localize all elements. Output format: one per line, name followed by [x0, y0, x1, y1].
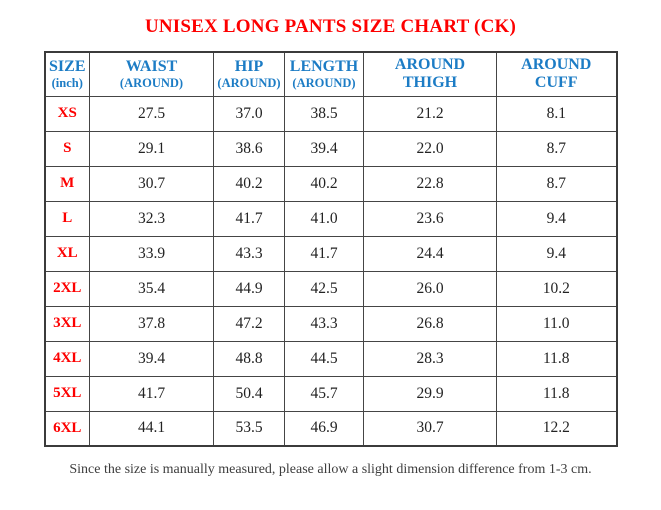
- value-cell: 37.0: [214, 96, 285, 131]
- value-cell: 8.1: [497, 96, 617, 131]
- value-cell: 30.7: [364, 411, 497, 446]
- value-cell: 39.4: [285, 131, 364, 166]
- header-cuff-line1: AROUND: [521, 55, 592, 73]
- table-header: [45, 52, 617, 96]
- value-cell: 27.5: [90, 96, 214, 131]
- value-cell: 50.4: [214, 376, 285, 411]
- value-cell: 53.5: [214, 411, 285, 446]
- column-header-around-thigh: [364, 52, 497, 96]
- value-cell: 38.5: [285, 96, 364, 131]
- header-hip-sub: (AROUND): [217, 75, 281, 90]
- value-cell: 9.4: [497, 236, 617, 271]
- value-cell: 44.1: [90, 411, 214, 446]
- header-thigh-line2: THIGH: [402, 74, 458, 92]
- value-cell: 37.8: [90, 306, 214, 341]
- size-label: 3XL: [45, 306, 90, 341]
- size-label: XL: [45, 236, 90, 271]
- value-cell: 32.3: [90, 201, 214, 236]
- page-title: UNISEX LONG PANTS SIZE CHART (CK): [144, 16, 517, 37]
- value-cell: 42.5: [285, 271, 364, 306]
- value-cell: 43.3: [214, 236, 285, 271]
- value-cell: 11.8: [497, 341, 617, 376]
- value-cell: 26.8: [364, 306, 497, 341]
- size-table-body: [45, 96, 617, 446]
- value-cell: 39.4: [90, 341, 214, 376]
- header-size-label: SIZE: [49, 57, 86, 75]
- value-cell: 26.0: [364, 271, 497, 306]
- table-row: [45, 96, 617, 131]
- value-cell: 22.8: [364, 166, 497, 201]
- value-cell: 22.0: [364, 131, 497, 166]
- column-header-size: [45, 52, 90, 96]
- table-row: [45, 201, 617, 236]
- value-cell: 21.2: [364, 96, 497, 131]
- value-cell: 8.7: [497, 166, 617, 201]
- table-row: [45, 271, 617, 306]
- measurement-note: Since the size is manually measured, please allow a slight dimension difference from 1-3 cm.: [69, 462, 592, 477]
- value-cell: 11.8: [497, 376, 617, 411]
- table-row: [45, 306, 617, 341]
- size-chart-table: [44, 51, 618, 447]
- size-label: S: [45, 131, 90, 166]
- header-length-label: LENGTH: [289, 57, 359, 75]
- value-cell: 28.3: [364, 341, 497, 376]
- header-hip-label: HIP: [234, 57, 264, 75]
- size-label: 4XL: [45, 341, 90, 376]
- value-cell: 11.0: [497, 306, 617, 341]
- value-cell: 10.2: [497, 271, 617, 306]
- header-thigh-line1: AROUND: [394, 55, 466, 73]
- table-row: [45, 341, 617, 376]
- header-waist-sub: (AROUND): [119, 75, 184, 90]
- value-cell: 44.9: [214, 271, 285, 306]
- value-cell: 43.3: [285, 306, 364, 341]
- table-row: [45, 236, 617, 271]
- size-label: 5XL: [45, 376, 90, 411]
- value-cell: 41.7: [214, 201, 285, 236]
- value-cell: 29.1: [90, 131, 214, 166]
- value-cell: 47.2: [214, 306, 285, 341]
- table-row: [45, 166, 617, 201]
- value-cell: 41.0: [285, 201, 364, 236]
- value-cell: 48.8: [214, 341, 285, 376]
- value-cell: 33.9: [90, 236, 214, 271]
- value-cell: 38.6: [214, 131, 285, 166]
- value-cell: 30.7: [90, 166, 214, 201]
- header-size-unit: (inch): [51, 75, 83, 90]
- value-cell: 35.4: [90, 271, 214, 306]
- column-header-around-cuff: [497, 52, 617, 96]
- value-cell: 29.9: [364, 376, 497, 411]
- value-cell: 9.4: [497, 201, 617, 236]
- header-cuff-line2: CUFF: [534, 74, 578, 92]
- column-header-waist: [90, 52, 214, 96]
- value-cell: 41.7: [285, 236, 364, 271]
- size-label: L: [45, 201, 90, 236]
- table-row: [45, 411, 617, 446]
- value-cell: 24.4: [364, 236, 497, 271]
- value-cell: 44.5: [285, 341, 364, 376]
- value-cell: 45.7: [285, 376, 364, 411]
- value-cell: 8.7: [497, 131, 617, 166]
- size-label: XS: [45, 96, 90, 131]
- size-label: 2XL: [45, 271, 90, 306]
- header-waist-label: WAIST: [125, 57, 178, 75]
- value-cell: 40.2: [285, 166, 364, 201]
- value-cell: 41.7: [90, 376, 214, 411]
- column-header-length: [285, 52, 364, 96]
- value-cell: 12.2: [497, 411, 617, 446]
- column-header-hip: [214, 52, 285, 96]
- value-cell: 40.2: [214, 166, 285, 201]
- table-row: [45, 131, 617, 166]
- header-row: [45, 52, 617, 96]
- value-cell: 46.9: [285, 411, 364, 446]
- value-cell: 23.6: [364, 201, 497, 236]
- size-label: 6XL: [45, 411, 90, 446]
- header-length-sub: (AROUND): [292, 75, 356, 90]
- table-row: [45, 376, 617, 411]
- size-label: M: [45, 166, 90, 201]
